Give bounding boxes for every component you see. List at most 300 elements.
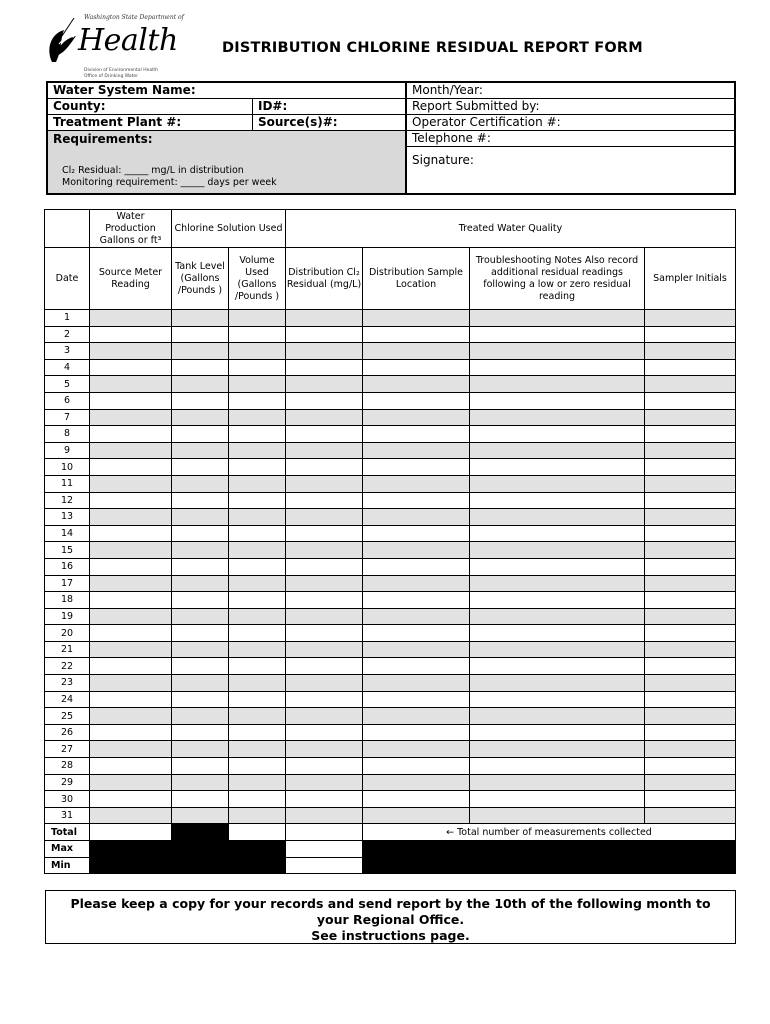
table-row [45, 359, 736, 376]
total-volume-used-cell[interactable] [229, 824, 286, 841]
date-cell: 8 [45, 426, 90, 443]
notes-cell[interactable] [470, 409, 645, 426]
operator-certification-label: Operator Certification #: [412, 115, 561, 129]
sample-location-cell[interactable] [363, 691, 470, 708]
total-residual-cell[interactable] [286, 824, 363, 841]
source-meter-cell[interactable] [90, 708, 172, 725]
tank-level-cell[interactable] [172, 475, 229, 492]
date-cell: 12 [45, 492, 90, 509]
volume-used-cell[interactable] [229, 542, 286, 559]
residual-cell[interactable] [286, 708, 363, 725]
volume-used-header: Volume Used (Gallons /Pounds ) [229, 248, 286, 310]
table-row [45, 542, 736, 559]
notes-cell[interactable] [470, 741, 645, 758]
system-info-right [405, 83, 736, 193]
residual-cell[interactable] [286, 509, 363, 526]
tank-level-cell[interactable] [172, 492, 229, 509]
source-meter-cell[interactable] [90, 758, 172, 775]
residual-cell[interactable] [286, 691, 363, 708]
notes-cell[interactable] [470, 542, 645, 559]
county-row [48, 99, 405, 115]
residual-cell[interactable] [286, 658, 363, 675]
initials-cell[interactable] [645, 724, 736, 741]
volume-used-cell[interactable] [229, 608, 286, 625]
telephone-field[interactable] [407, 131, 736, 147]
date-cell: 7 [45, 409, 90, 426]
min-residual-cell[interactable] [286, 857, 363, 874]
volume-used-cell[interactable] [229, 409, 286, 426]
initials-cell[interactable] [645, 625, 736, 642]
date-cell: 19 [45, 608, 90, 625]
residual-cell[interactable] [286, 459, 363, 476]
notes-cell[interactable] [470, 376, 645, 393]
sample-location-cell[interactable] [363, 359, 470, 376]
sample-location-cell[interactable] [363, 791, 470, 808]
tank-level-cell[interactable] [172, 641, 229, 658]
date-cell: 26 [45, 724, 90, 741]
source-meter-cell[interactable] [90, 492, 172, 509]
volume-used-cell[interactable] [229, 558, 286, 575]
tank-level-cell[interactable] [172, 807, 229, 824]
sample-location-cell[interactable] [363, 392, 470, 409]
table-row [45, 741, 736, 758]
tank-level-cell[interactable] [172, 392, 229, 409]
initials-cell[interactable] [645, 675, 736, 692]
operator-certification-field[interactable] [407, 115, 736, 131]
notes-cell[interactable] [470, 691, 645, 708]
table-row [45, 758, 736, 775]
initials-cell[interactable] [645, 575, 736, 592]
residual-cell[interactable] [286, 343, 363, 360]
date-cell: 4 [45, 359, 90, 376]
tank-level-cell[interactable] [172, 758, 229, 775]
sources-field[interactable] [252, 115, 405, 131]
notes-cell[interactable] [470, 675, 645, 692]
table-row [45, 658, 736, 675]
initials-cell[interactable] [645, 343, 736, 360]
source-meter-cell[interactable] [90, 592, 172, 609]
source-meter-cell[interactable] [90, 691, 172, 708]
volume-used-cell[interactable] [229, 691, 286, 708]
residual-cell[interactable] [286, 791, 363, 808]
requirements-panel [48, 131, 405, 193]
source-meter-cell[interactable] [90, 641, 172, 658]
source-meter-cell[interactable] [90, 525, 172, 542]
treatment-plant-label[interactable]: Treatment Plant #: [53, 115, 182, 129]
initials-cell[interactable] [645, 392, 736, 409]
source-meter-cell[interactable] [90, 542, 172, 559]
notes-cell[interactable] [470, 807, 645, 824]
tank-level-cell[interactable] [172, 525, 229, 542]
volume-used-cell[interactable] [229, 459, 286, 476]
troubleshooting-notes-header: Troubleshooting Notes Also record additional residual readings following a low or zero residual reading [470, 248, 645, 310]
volume-used-cell[interactable] [229, 326, 286, 343]
tank-level-cell[interactable] [172, 359, 229, 376]
initials-cell[interactable] [645, 409, 736, 426]
initials-cell[interactable] [645, 475, 736, 492]
date-cell: 24 [45, 691, 90, 708]
sample-location-cell[interactable] [363, 625, 470, 642]
sample-location-cell[interactable] [363, 542, 470, 559]
min-label: Min [45, 857, 90, 874]
sample-location-cell[interactable] [363, 492, 470, 509]
volume-used-cell[interactable] [229, 641, 286, 658]
sample-location-cell[interactable] [363, 708, 470, 725]
residual-cell[interactable] [286, 558, 363, 575]
notes-cell[interactable] [470, 758, 645, 775]
volume-used-cell[interactable] [229, 658, 286, 675]
tank-level-cell[interactable] [172, 558, 229, 575]
table-row [45, 675, 736, 692]
residual-cell[interactable] [286, 542, 363, 559]
volume-used-cell[interactable] [229, 509, 286, 526]
tank-level-cell[interactable] [172, 791, 229, 808]
volume-used-cell[interactable] [229, 774, 286, 791]
initials-cell[interactable] [645, 774, 736, 791]
notes-cell[interactable] [470, 625, 645, 642]
source-meter-cell[interactable] [90, 575, 172, 592]
source-meter-cell[interactable] [90, 409, 172, 426]
residual-cell[interactable] [286, 525, 363, 542]
max-blocked-right [363, 841, 736, 858]
leaf-logo-icon [44, 16, 80, 66]
source-meter-cell[interactable] [90, 791, 172, 808]
logo-word: Health [78, 23, 178, 58]
source-meter-cell[interactable] [90, 724, 172, 741]
volume-used-cell[interactable] [229, 791, 286, 808]
tank-level-cell[interactable] [172, 741, 229, 758]
sample-location-cell[interactable] [363, 442, 470, 459]
notes-cell[interactable] [470, 392, 645, 409]
residual-cell[interactable] [286, 758, 363, 775]
doh-logo [44, 14, 184, 80]
total-label: Total [45, 824, 90, 841]
sample-location-cell[interactable] [363, 575, 470, 592]
tank-level-cell[interactable] [172, 675, 229, 692]
initials-cell[interactable] [645, 708, 736, 725]
source-meter-header: Source Meter Reading [90, 248, 172, 310]
notes-cell[interactable] [470, 492, 645, 509]
notes-cell[interactable] [470, 575, 645, 592]
form-title: DISTRIBUTION CHLORINE RESIDUAL REPORT FORM [222, 40, 643, 56]
source-meter-cell[interactable] [90, 625, 172, 642]
volume-used-cell[interactable] [229, 475, 286, 492]
total-source-meter-cell[interactable] [90, 824, 172, 841]
source-meter-cell[interactable] [90, 658, 172, 675]
cl2-residual-requirement[interactable]: Cl₂ Residual: _____ mg/L in distribution [62, 165, 244, 176]
residual-cell[interactable] [286, 741, 363, 758]
initials-cell[interactable] [645, 741, 736, 758]
tank-level-cell[interactable] [172, 376, 229, 393]
notes-cell[interactable] [470, 525, 645, 542]
volume-used-cell[interactable] [229, 392, 286, 409]
max-label: Max [45, 841, 90, 858]
date-cell: 5 [45, 376, 90, 393]
initials-cell[interactable] [645, 592, 736, 609]
notes-cell[interactable] [470, 459, 645, 476]
source-meter-cell[interactable] [90, 392, 172, 409]
tank-level-cell[interactable] [172, 343, 229, 360]
initials-cell[interactable] [645, 758, 736, 775]
source-meter-cell[interactable] [90, 326, 172, 343]
tank-level-cell[interactable] [172, 409, 229, 426]
residual-cell[interactable] [286, 426, 363, 443]
sample-location-cell[interactable] [363, 376, 470, 393]
table-row [45, 392, 736, 409]
sample-location-cell[interactable] [363, 658, 470, 675]
telephone-label: Telephone #: [412, 131, 491, 145]
volume-used-cell[interactable] [229, 492, 286, 509]
initials-cell[interactable] [645, 658, 736, 675]
tank-level-cell[interactable] [172, 575, 229, 592]
source-meter-cell[interactable] [90, 459, 172, 476]
table-row [45, 426, 736, 443]
month-year-field[interactable] [407, 83, 736, 99]
id-field[interactable] [252, 99, 405, 115]
tank-level-cell[interactable] [172, 326, 229, 343]
signature-field[interactable] [412, 153, 474, 167]
notes-cell[interactable] [470, 509, 645, 526]
notes-cell[interactable] [470, 658, 645, 675]
residual-cell[interactable] [286, 326, 363, 343]
table-row [45, 376, 736, 393]
initials-cell[interactable] [645, 492, 736, 509]
total-measurements-note: ← Total number of measurements collected [363, 824, 736, 841]
residual-cell[interactable] [286, 724, 363, 741]
tank-level-cell[interactable] [172, 608, 229, 625]
sample-location-cell[interactable] [363, 310, 470, 327]
initials-cell[interactable] [645, 310, 736, 327]
notes-cell[interactable] [470, 791, 645, 808]
initials-cell[interactable] [645, 426, 736, 443]
initials-cell[interactable] [645, 525, 736, 542]
table-row [45, 691, 736, 708]
source-meter-cell[interactable] [90, 741, 172, 758]
date-cell: 13 [45, 509, 90, 526]
table-row [45, 641, 736, 658]
source-meter-cell[interactable] [90, 608, 172, 625]
source-meter-cell[interactable] [90, 442, 172, 459]
source-meter-cell[interactable] [90, 475, 172, 492]
residual-cell[interactable] [286, 442, 363, 459]
residual-cell[interactable] [286, 492, 363, 509]
volume-used-cell[interactable] [229, 724, 286, 741]
initials-cell[interactable] [645, 376, 736, 393]
volume-used-cell[interactable] [229, 592, 286, 609]
notes-cell[interactable] [470, 426, 645, 443]
residual-cell[interactable] [286, 475, 363, 492]
notes-cell[interactable] [470, 558, 645, 575]
sample-location-cell[interactable] [363, 758, 470, 775]
volume-used-cell[interactable] [229, 442, 286, 459]
notes-cell[interactable] [470, 310, 645, 327]
volume-used-cell[interactable] [229, 675, 286, 692]
table-row [45, 625, 736, 642]
source-meter-cell[interactable] [90, 675, 172, 692]
source-meter-cell[interactable] [90, 509, 172, 526]
residual-cell[interactable] [286, 359, 363, 376]
source-meter-cell[interactable] [90, 376, 172, 393]
notes-cell[interactable] [470, 641, 645, 658]
volume-used-cell[interactable] [229, 708, 286, 725]
sample-location-cell[interactable] [363, 641, 470, 658]
table-row [45, 558, 736, 575]
volume-used-cell[interactable] [229, 807, 286, 824]
tank-level-cell[interactable] [172, 592, 229, 609]
date-cell: 14 [45, 525, 90, 542]
source-meter-cell[interactable] [90, 426, 172, 443]
residual-cell[interactable] [286, 392, 363, 409]
notes-cell[interactable] [470, 592, 645, 609]
residual-cell[interactable] [286, 575, 363, 592]
volume-used-cell[interactable] [229, 741, 286, 758]
volume-used-cell[interactable] [229, 343, 286, 360]
sample-location-cell[interactable] [363, 724, 470, 741]
initials-cell[interactable] [645, 509, 736, 526]
sample-location-cell[interactable] [363, 558, 470, 575]
source-meter-cell[interactable] [90, 774, 172, 791]
source-meter-cell[interactable] [90, 807, 172, 824]
volume-used-cell[interactable] [229, 575, 286, 592]
max-residual-cell[interactable] [286, 841, 363, 858]
date-cell: 22 [45, 658, 90, 675]
residual-cell[interactable] [286, 675, 363, 692]
residual-cell[interactable] [286, 641, 363, 658]
id-label: ID#: [258, 99, 288, 113]
table-row [45, 774, 736, 791]
report-submitted-by-field[interactable] [407, 99, 736, 115]
source-meter-cell[interactable] [90, 558, 172, 575]
monitoring-requirement[interactable]: Monitoring requirement: _____ days per week [62, 177, 277, 188]
sample-location-cell[interactable] [363, 807, 470, 824]
initials-cell[interactable] [645, 608, 736, 625]
initials-cell[interactable] [645, 326, 736, 343]
volume-used-cell[interactable] [229, 359, 286, 376]
logo-tagline-1: Division of Environmental Health [84, 68, 158, 73]
tank-level-cell[interactable] [172, 542, 229, 559]
distribution-residual-header: Distribution Cl₂ Residual (mg/L) [286, 248, 363, 310]
source-meter-cell[interactable] [90, 343, 172, 360]
volume-used-cell[interactable] [229, 376, 286, 393]
date-header: Date [45, 248, 90, 310]
volume-used-cell[interactable] [229, 426, 286, 443]
notes-cell[interactable] [470, 724, 645, 741]
notes-cell[interactable] [470, 359, 645, 376]
sample-location-cell[interactable] [363, 326, 470, 343]
tank-level-cell[interactable] [172, 426, 229, 443]
tank-level-cell[interactable] [172, 774, 229, 791]
tank-level-cell[interactable] [172, 509, 229, 526]
tank-level-cell[interactable] [172, 442, 229, 459]
sample-location-cell[interactable] [363, 608, 470, 625]
initials-cell[interactable] [645, 691, 736, 708]
initials-cell[interactable] [645, 641, 736, 658]
notes-cell[interactable] [470, 774, 645, 791]
initials-cell[interactable] [645, 558, 736, 575]
notes-cell[interactable] [470, 608, 645, 625]
date-cell: 21 [45, 641, 90, 658]
report-submitted-by-label: Report Submitted by: [412, 99, 540, 113]
date-cell: 28 [45, 758, 90, 775]
max-row [45, 841, 736, 858]
source-meter-cell[interactable] [90, 310, 172, 327]
water-system-name-field[interactable] [48, 83, 405, 99]
residual-cell[interactable] [286, 625, 363, 642]
tank-level-cell[interactable] [172, 310, 229, 327]
source-meter-cell[interactable] [90, 359, 172, 376]
min-row [45, 857, 736, 874]
date-cell: 6 [45, 392, 90, 409]
sample-location-cell[interactable] [363, 592, 470, 609]
volume-used-cell[interactable] [229, 625, 286, 642]
residual-cell[interactable] [286, 376, 363, 393]
sample-location-cell[interactable] [363, 409, 470, 426]
initials-cell[interactable] [645, 359, 736, 376]
notes-cell[interactable] [470, 343, 645, 360]
residual-cell[interactable] [286, 409, 363, 426]
water-production-header: Water Production Gallons or ft³ [90, 210, 172, 248]
tank-level-cell[interactable] [172, 658, 229, 675]
initials-cell[interactable] [645, 807, 736, 824]
date-cell: 25 [45, 708, 90, 725]
tank-level-cell[interactable] [172, 691, 229, 708]
total-tank-level-blocked [172, 824, 229, 841]
tank-level-cell[interactable] [172, 625, 229, 642]
residual-cell[interactable] [286, 310, 363, 327]
initials-cell[interactable] [645, 542, 736, 559]
notes-cell[interactable] [470, 708, 645, 725]
tank-level-cell[interactable] [172, 724, 229, 741]
table-row [45, 592, 736, 609]
notes-cell[interactable] [470, 475, 645, 492]
initials-cell[interactable] [645, 459, 736, 476]
residual-cell[interactable] [286, 807, 363, 824]
sample-location-cell[interactable] [363, 525, 470, 542]
notes-cell[interactable] [470, 442, 645, 459]
sample-location-cell[interactable] [363, 509, 470, 526]
notes-cell[interactable] [470, 326, 645, 343]
county-label[interactable]: County: [53, 99, 106, 113]
initials-cell[interactable] [645, 442, 736, 459]
residual-cell[interactable] [286, 774, 363, 791]
volume-used-cell[interactable] [229, 525, 286, 542]
initials-cell[interactable] [645, 791, 736, 808]
sample-location-cell[interactable] [363, 475, 470, 492]
sample-location-cell[interactable] [363, 343, 470, 360]
month-year-label: Month/Year: [412, 83, 483, 97]
sample-location-cell[interactable] [363, 675, 470, 692]
date-cell: 11 [45, 475, 90, 492]
volume-used-cell[interactable] [229, 310, 286, 327]
residual-cell[interactable] [286, 592, 363, 609]
date-cell: 16 [45, 558, 90, 575]
table-row [45, 708, 736, 725]
sample-location-cell[interactable] [363, 459, 470, 476]
volume-used-cell[interactable] [229, 758, 286, 775]
sample-location-cell[interactable] [363, 774, 470, 791]
sample-location-cell[interactable] [363, 741, 470, 758]
tank-level-cell[interactable] [172, 708, 229, 725]
date-cell: 2 [45, 326, 90, 343]
residual-cell[interactable] [286, 608, 363, 625]
min-blocked-left [90, 857, 286, 874]
table-row [45, 575, 736, 592]
sample-location-cell[interactable] [363, 426, 470, 443]
tank-level-cell[interactable] [172, 459, 229, 476]
table-row [45, 807, 736, 824]
water-system-name-label: Water System Name: [53, 83, 196, 97]
table-row [45, 310, 736, 327]
